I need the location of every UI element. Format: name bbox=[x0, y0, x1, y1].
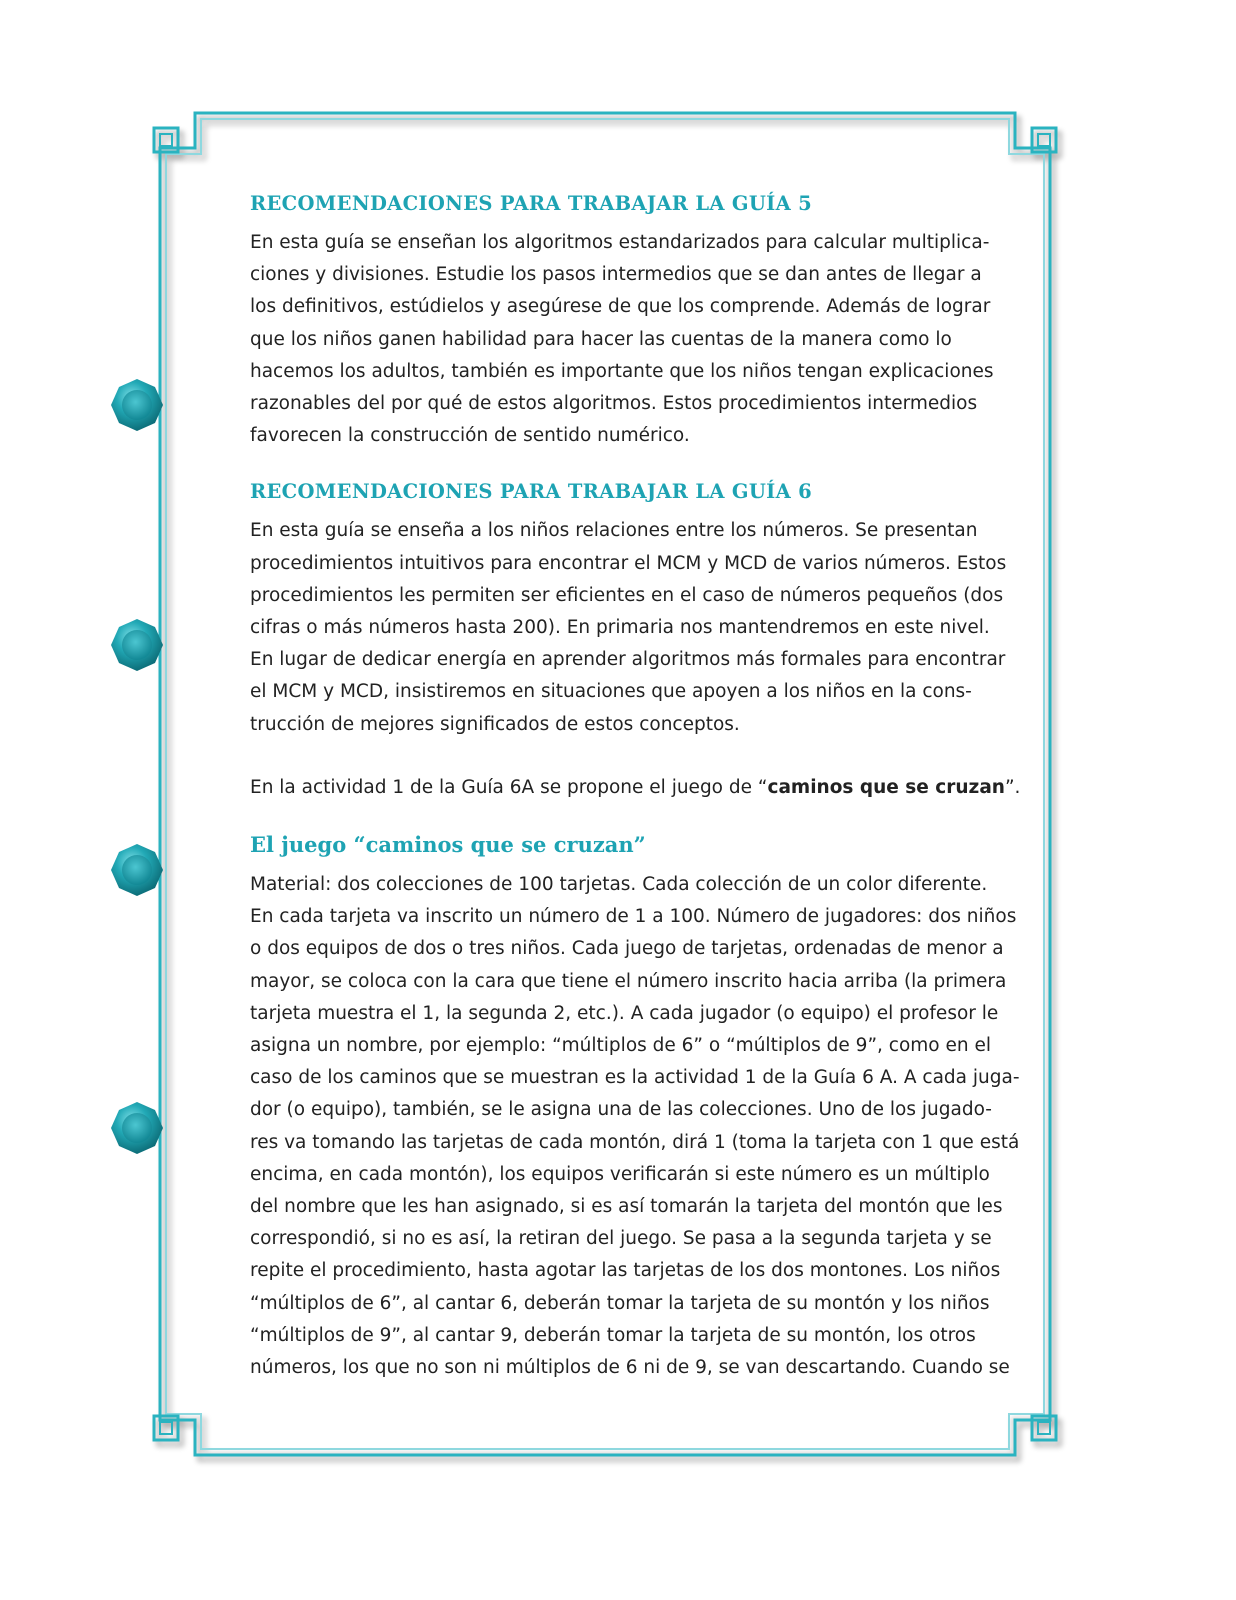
text-line: En cada tarjeta va inscrito un número de 1 a 100. Número de jugadores: dos niños bbox=[250, 906, 1017, 928]
binder-beads bbox=[111, 379, 163, 1154]
text-line: números, los que no son ni múltiplos de 6 ni de 9, se van descartando. Cuando se bbox=[250, 1357, 1010, 1379]
page-content bbox=[250, 186, 1040, 1384]
text-line: razonables del por qué de estos algoritmos. Estos procedimientos intermedios bbox=[250, 393, 978, 415]
text-line: Material: dos colecciones de 100 tarjetas. Cada colección de un color diferente. bbox=[250, 874, 988, 896]
text-line: hacemos los adultos, también es importante que los niños tengan explicaciones bbox=[250, 360, 994, 382]
text-line: que los niños ganen habilidad para hacer las cuentas de la manera como lo bbox=[250, 328, 952, 350]
text-line: En esta guía se enseñan los algoritmos estandarizados para calcular multiplica- bbox=[250, 232, 990, 253]
text-line: “múltiplos de 6”, al cantar 6, deberán tomar la tarjeta de su montón y los niños bbox=[250, 1292, 990, 1314]
text-line: encima, en cada montón), los equipos verificarán si este número es un múltiplo bbox=[250, 1163, 990, 1185]
text-line: procedimientos intuitivos para encontrar el MCM y MCD de varios números. Estos bbox=[250, 552, 1007, 574]
text-line: tarjeta muestra el 1, la segunda 2, etc.). A cada jugador (o equipo) el profesor le bbox=[250, 1002, 999, 1024]
paragraph-guia-5 bbox=[250, 227, 1040, 452]
text-line: mayor, se coloca con la cara que tiene el número inscrito hacia arriba (la primera bbox=[250, 970, 1007, 992]
text-line: cifras o más números hasta 200). En primaria nos mantendremos en este nivel. bbox=[250, 617, 990, 639]
heading-guia-5: RECOMENDACIONES PARA TRABAJAR LA GUÍA 5 bbox=[250, 192, 812, 215]
text-line: correspondió, si no es así, la retiran del juego. Se pasa a la segunda tarjeta y se bbox=[250, 1228, 992, 1250]
text-line: res va tomando las tarjetas de cada montón, dirá 1 (toma la tarjeta con 1 que está bbox=[250, 1131, 1020, 1153]
text-line: o dos equipos de dos o tres niños. Cada juego de tarjetas, ordenadas de menor a bbox=[250, 938, 1004, 960]
text-line: caso de los caminos que se muestran es la actividad 1 de la Guía 6 A. A cada juga- bbox=[250, 1067, 1020, 1089]
text-line: trucción de mejores significados de estos conceptos. bbox=[250, 713, 740, 735]
text-line: ciones y divisiones. Estudie los pasos intermedios que se dan antes de llegar a bbox=[250, 264, 982, 286]
activity-text-before: En la actividad 1 de la Guía 6A se propone el juego de “ bbox=[250, 776, 768, 798]
heading-guia-6: RECOMENDACIONES PARA TRABAJAR LA GUÍA 6 bbox=[250, 480, 812, 504]
paragraph-guia-6 bbox=[250, 515, 1040, 740]
paragraph-actividad bbox=[250, 772, 1040, 804]
text-line: En lugar de dedicar energía en aprender algoritmos más formales para encontrar bbox=[250, 649, 1006, 671]
text-line: En esta guía se enseña a los niños relaciones entre los números. Se presentan bbox=[250, 520, 978, 542]
text-line: “múltiplos de 9”, al cantar 9, deberán tomar la tarjeta de su montón, los otros bbox=[250, 1324, 976, 1346]
text-line: dor (o equipo), también, se le asigna una de las colecciones. Uno de los jugado- bbox=[250, 1099, 992, 1121]
heading-juego: El juego “caminos que se cruzan” bbox=[250, 832, 646, 858]
activity-game-name: caminos que se cruzan bbox=[767, 776, 1005, 798]
text-line: el MCM y MCD, insistiremos en situaciones que apoyen a los niños en la cons- bbox=[250, 681, 972, 703]
text-line: favorecen la construcción de sentido numérico. bbox=[250, 425, 690, 447]
text-line: asigna un nombre, por ejemplo: “múltiplos de 6” o “múltiplos de 9”, como en el bbox=[250, 1035, 992, 1057]
activity-text-after: ”. bbox=[1004, 776, 1021, 798]
paragraph-juego bbox=[250, 869, 1040, 1384]
text-line: del nombre que les han asignado, si es así tomarán la tarjeta del montón que les bbox=[250, 1196, 1003, 1218]
text-line: repite el procedimiento, hasta agotar las tarjetas de los dos montones. Los niños bbox=[250, 1260, 1001, 1282]
text-line: los definitivos, estúdielos y asegúrese de que los comprende. Además de lograr bbox=[250, 296, 991, 318]
text-line: procedimientos les permiten ser eficientes en el caso de números pequeños (dos bbox=[250, 584, 1004, 606]
